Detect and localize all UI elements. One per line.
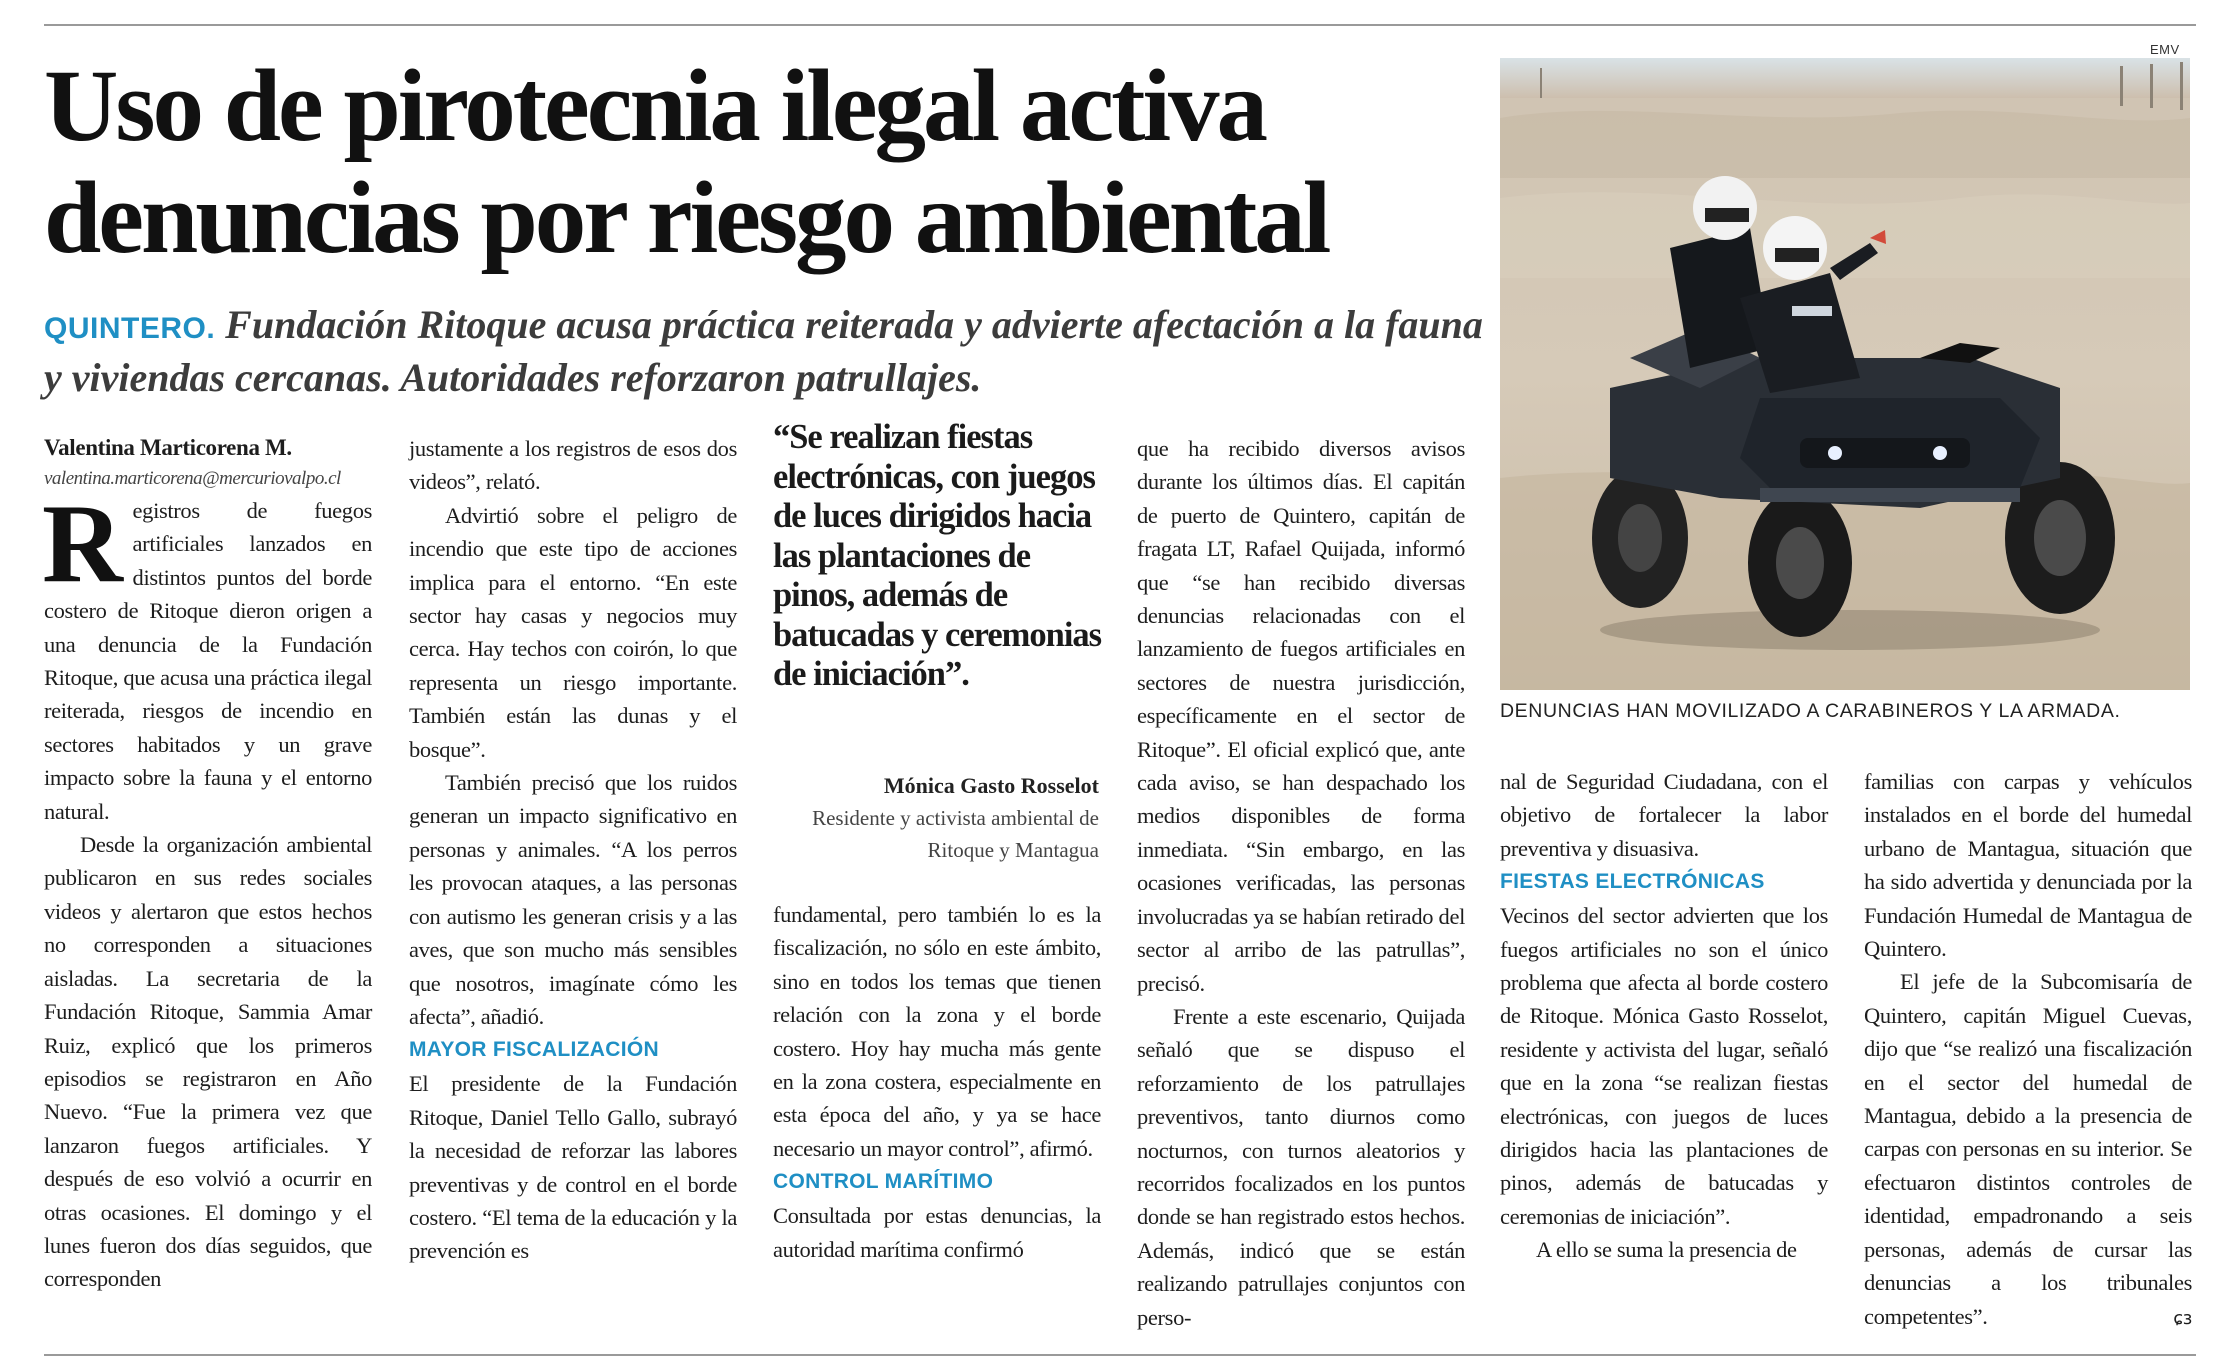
deck-place: QUINTERO. — [44, 312, 216, 345]
article-photo — [1500, 58, 2190, 690]
paragraph — [1864, 965, 2192, 1332]
pull-quote-name: Mónica Gasto Rosselot — [883, 773, 1099, 798]
column-6 — [1864, 765, 2192, 1335]
column-5 — [1500, 765, 1828, 1267]
paragraph: Vecinos del sector advierten que los fuegos artificiales no son el único problema que afecta al borde costero de Ritoque. Mónica Gasto Rosselot, residente y activista del lugar, señaló que en la zona “se realizan fiestas electrónicas, con juegos de luces dirigidos hacia las plantaciones de pinos, además de batucadas y ceremonias de iniciación”. — [1500, 903, 1828, 1229]
deck — [44, 300, 1484, 402]
subhead-fiestas-electronicas: FIESTAS ELECTRÓNICAS — [1500, 870, 1765, 894]
paragraph: Consultada por estas denuncias, la autoridad marítima confirmó — [773, 1203, 1101, 1262]
column-1 — [44, 432, 372, 1296]
paragraph: Advirtió sobre el peligro de incendio que este tipo de acciones implica para el entorno. “En este sector hay casas y negocios muy cerca. Hay techos con coirón, lo que representa un riesgo importante. También están las dunas y el bosque”. — [409, 502, 737, 762]
paragraph: justamente a los registros de esos dos videos”, relató. — [409, 436, 737, 495]
paragraph: El presidente de la Fundación Ritoque, Daniel Tello Gallo, subrayó la necesidad de reforzar las labores preventivas y de control en el borde costero. “El tema de la educación y la prevención es — [409, 1071, 737, 1264]
column-2 — [409, 432, 737, 1268]
atv-patrol-image — [1500, 58, 2190, 690]
end-mark-icon: ɕɜ — [2173, 1307, 2192, 1329]
photo-credit: EMV — [2150, 42, 2180, 57]
paragraph: fundamental, pero también lo es la fiscalización, no sólo en este ámbito, sino en todos los temas que tienen relación con la zona y el borde costero. Hoy hay mucha más gente en la zona costera, especialmente en esta época del año, y ya se hace necesario un mayor control”, afirmó. — [773, 902, 1101, 1161]
paragraph: Desde la organización ambiental publicaron en sus redes sociales videos y alertaron que estos hechos no corresponden a situaciones aisladas. La secretaria de la Fundación Ritoque, Sammia Amar Ruiz, explicó que los primeros episodios se registraron en Año Nuevo. “Fue la primera vez que lanzaron fuegos artificiales. Y después de eso volvió a ocurrir en otras ocasiones. El domingo y el lunes fueron dos días seguidos, que corresponden — [44, 832, 372, 1292]
byline-email: valentina.marticorena@mercuriovalpo.cl — [44, 468, 341, 489]
paragraph: Frente a este escenario, Quijada señaló que se dispuso el reforzamiento de los patrullajes preventivos, tanto diurnos como nocturnos, con turnos aleatorios y recorridos focalizados en los puntos donde se han registrado estos hechos. Además, indicó que se están realizando patrullajes conjuntos con perso- — [1137, 1003, 1465, 1330]
paragraph: nal de Seguridad Ciudadana, con el objetivo de fortalecer la labor preventiva y disuasiva. — [1500, 769, 1828, 861]
subhead-control-maritimo: CONTROL MARÍTIMO — [773, 1170, 994, 1194]
byline-author: Valentina Marticorena M. — [44, 435, 292, 460]
subhead-mayor-fiscalizacion: MAYOR FISCALIZACIÓN — [409, 1038, 659, 1062]
column-4 — [1137, 432, 1465, 1334]
deck-text: Fundación Ritoque acusa práctica reiterada y advierte afectación a la fauna y viviendas cercanas. Autoridades reforzaron patrullajes. — [44, 302, 1483, 400]
pull-quote: “Se realizan fiestas electrónicas, con juegos de luces dirigidos hacia las plantaciones de pinos, además de batucadas y ceremonias de iniciación”. — [773, 418, 1102, 693]
lead-paragraph — [42, 482, 372, 828]
paragraph: familias con carpas y vehículos instalados en el borde del humedal urbano de Mantagua, situación que ha sido advertida y denunciada por la Fundación Humedal de Mantagua de Quintero. — [1864, 769, 2192, 962]
bottom-rule — [44, 1354, 2196, 1356]
pull-quote-role: Residente y activista ambiental de Ritoque y Mantagua — [812, 806, 1099, 862]
lead-text: egistros de fuegos artificiales lanzados en distintos puntos del borde costero de Ritoque dieron origen a una denuncia de la Fundación Ritoque, que acusa una práctica ilegal reiterada, riesgos de incendio en sectores habitados y un grave impacto sobre la fauna y el entorno natural. — [44, 498, 372, 824]
top-rule — [44, 24, 2196, 26]
photo-caption: DENUNCIAS HAN MOVILIZADO A CARABINEROS Y LA ARMADA. — [1500, 700, 2121, 722]
paragraph: A ello se suma la presencia de — [1536, 1237, 1797, 1263]
dropcap: R — [42, 482, 123, 606]
paragraph: También precisó que los ruidos generan un impacto significativo en personas y animales. “A los perros les provocan ataques, a las personas con autismo les generan crisis y a las aves, que son mucho más sensibles que nosotros, imagínate cómo les afecta”, añadió. — [409, 770, 737, 1029]
column-3 — [773, 898, 1101, 1266]
paragraph: que ha recibido diversos avisos durante los últimos días. El capitán de puerto de Quintero, capitán de fragata LT, Rafael Quijada, informó que “se han recibido diversas denuncias relacionadas con el lanzamiento de fuegos artificiales en sectores de nuestra jurisdicción, específicamente en el sector de Ritoque”. El oficial explicó que, ante cada aviso, se han despachado los medios disponibles de forma inmediata. “Sin embargo, en las ocasiones verificadas, las personas involucradas ya se habían retirado del sector al arribo de las patrullas”, precisó. — [1137, 436, 1465, 996]
headline: Uso de pirotecnia ilegal activa denuncias por riesgo ambiental — [44, 49, 1329, 275]
paragraph-text: El jefe de la Subcomisaría de Quintero, capitán Miguel Cuevas, dijo que “se realizó una fiscalización en el sector del humedal de Mantagua, debido a la presencia de carpas con personas en su interior. Se efectuaron distintos controles de identidad, empadronando a seis personas, además de cursar las denuncias a los tribunales competentes”. — [1864, 969, 2192, 1329]
